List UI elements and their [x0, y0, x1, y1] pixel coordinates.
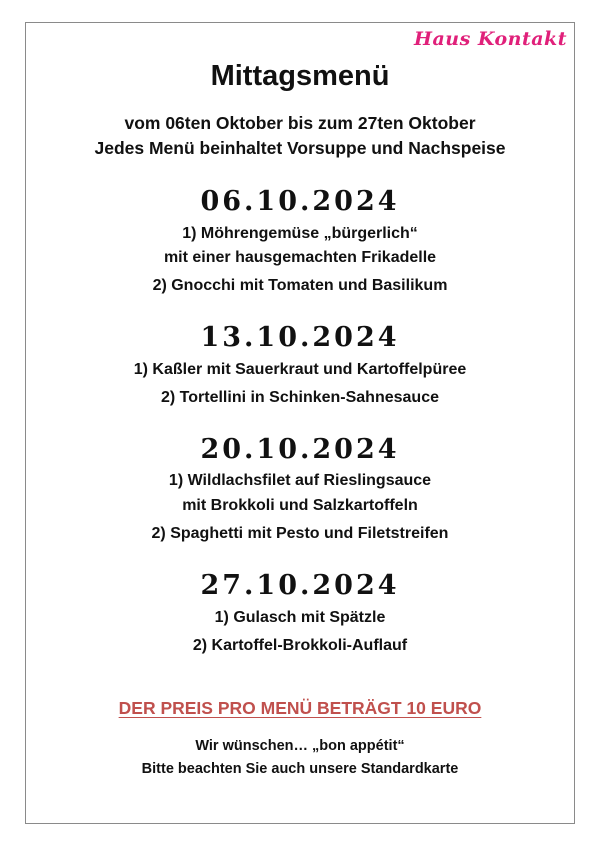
- week-3-dish-2: 2) Spaghetti mit Pesto und Filetstreifen: [151, 525, 449, 542]
- week-3-dish-1-line-1: 1) Wildlachsfilet auf Rieslingsauce: [168, 472, 432, 489]
- week-2-date: 13.10.2024: [200, 322, 400, 353]
- date-range-subtitle: vom 06ten Oktober bis zum 27ten Oktober: [124, 113, 476, 133]
- week-2-dish-2: 2) Tortellini in Schinken-Sahnesauce: [161, 389, 439, 406]
- week-3-dish-1-line-2: mit Brokkoli und Salzkartoffeln: [182, 497, 418, 514]
- menu-includes-subtitle: Jedes Menü beinhaltet Vorsuppe und Nachspeise: [94, 138, 506, 158]
- week-1-dish-1-line-1: 1) Möhrengemüse „bürgerlich“: [182, 225, 418, 242]
- week-1-dish-2: 2) Gnocchi mit Tomaten und Basilikum: [152, 277, 448, 294]
- price-notice-text: DER PREIS PRO MENÜ BETRÄGT 10 EURO: [118, 698, 482, 718]
- price-notice: [0, 698, 600, 719]
- week-2-dish-1: 1) Kaßler mit Sauerkraut und Kartoffelpüree: [133, 361, 467, 378]
- week-1-dish-1-line-2: mit einer hausgemachten Frikadelle: [163, 249, 437, 266]
- standard-menu-note: Bitte beachten Sie auch unsere Standardkarte: [141, 761, 459, 777]
- bon-appetit-note: Wir wünschen… „bon appétit“: [195, 738, 405, 754]
- week-3-date: 20.10.2024: [200, 434, 400, 465]
- week-4-dish-1: 1) Gulasch mit Spätzle: [214, 609, 386, 626]
- week-4-dish-2: 2) Kartoffel-Brokkoli-Auflauf: [192, 637, 408, 654]
- week-1-date: 06.10.2024: [200, 186, 400, 217]
- page-title: Mittagsmenü: [210, 60, 390, 92]
- week-4-date: 27.10.2024: [200, 570, 400, 601]
- brand-logo-text: Haus Kontakt: [414, 28, 567, 50]
